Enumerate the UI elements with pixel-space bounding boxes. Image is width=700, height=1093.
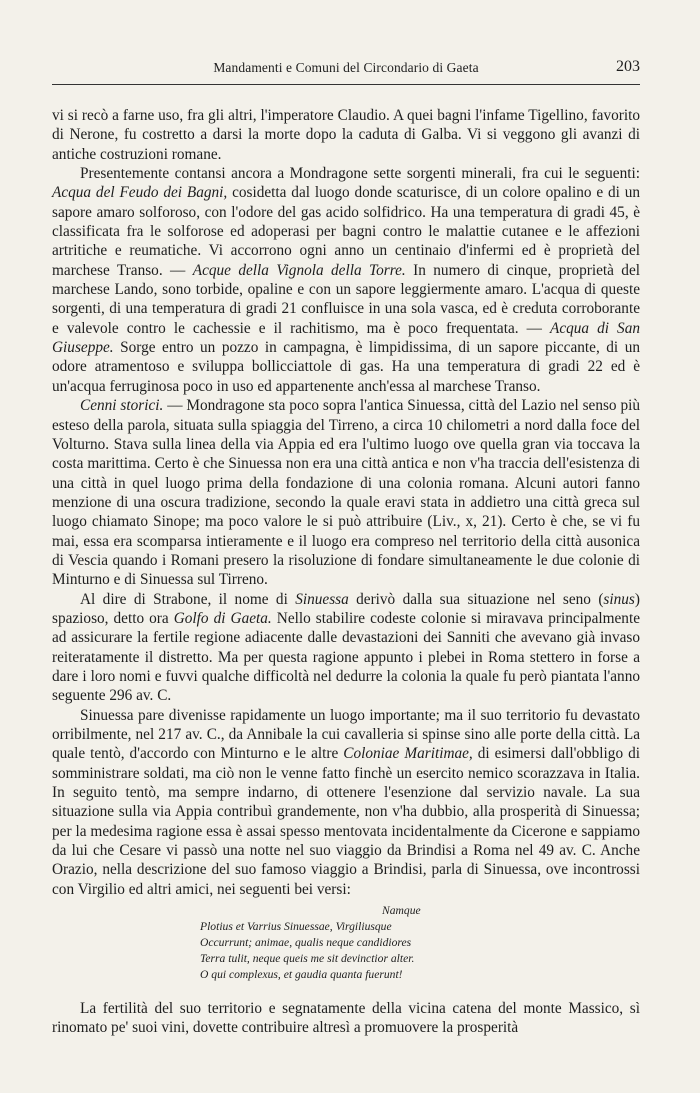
paragraph-sorgenti: Presentemente contansi ancora a Mondragone sette sorgenti minerali, fra cui le seguenti: Acqua del Feudo dei Bagni, cosidetta dal luogo donde scaturisce, di un colore opalino e di un sapore amaro solforoso, con l'odore del gas acido solfidrico. Ha una temperatura di gradi 45, è classificata fra le solforose ed adoperasi per bagni contro le malattie cutanee e le affezioni artritiche e reumatiche. Vi accorrono ogni anno un centinaio d'infermi ed è proprietà del marchese Transo. — Acque della Vignola della Torre. In numero di cinque, proprietà del marchese Lando, sono torbide, opaline e con un sapore leggiermente amaro. L'acqua di queste sorgenti, di una temperatura di gradi 21 confluisce in una sola vasca, ed è creduta corroborante e valevole contro le cachessie e il rachitismo, ma è poco frequentata. — Acqua di San Giuseppe. Sorge entro un pozzo in campagna, è limpidissima, di un sapore piccante, di un odore atramentoso e sviluppa bollicciattole di gas. Ha una temperatura di gradi 22 ed è un'acqua ferruginosa poco in uso ed appartenente anch'essa al marchese Transo. (52, 165, 640, 395)
spring-name: Acqua di San Giuseppe. (52, 319, 640, 357)
paragraph-strabone: Al dire di Strabone, il nome di Sinuessa derivò dalla sua situazione nel seno (sinus) spazioso, detto ora Golfo di Gaeta. Nello stabilire codeste colonie si miravava principalmente ad assicurare la fertile regione adiacente dalle devastazioni dei Sanniti che avevano già invaso reiteratamente il distretto. Ma per questa ragione appunto i plebei in Roma stettero in forse a dare i loro nomi e fuvvi qualche difficoltà nel dedurre la colonia la quale fu però piantata l'anno seguente 296 av. C. (52, 590, 640, 705)
verse-line: Terra tulit, neque queis me sit devinctior alter. (200, 952, 415, 966)
paragraph-cenni-storici: Cenni storici. — Mondragone sta poco sopra l'antica Sinuessa, città del Lazio nel senso più esteso della parola, situata sulla spiaggia del Tirreno, a circa 10 chilometri a nord dalla foce del Volturno. Stava sulla linea della via Appia ed era l'ultimo luogo ove quella gran via toccava la costa marittima. Certo è che Sinuessa non era una città antica e non v'ha traccia dell'esistenza di una città in quel luogo prima della fondazione di una colonia romana. Alcuni autori fanno menzione di una oscura tradizione, secondo la quale eravi stata in addietro una città greca sul luogo chiamato Sinope; ma poco valore le si può attribuire (Liv., x, 21). Certo è che, se vi fu mai, essa era scomparsa intieramente e il luogo era compreso nel territorio della città ausonica di Vescia quando i Romani presero la risoluzione di fondare simultaneamente le due colonie di Minturno e di Sinuessa sul Tirreno. (52, 397, 640, 589)
spring-name: Acqua del Feudo dei Bagni, (52, 184, 228, 202)
paragraph-sinuessa: Sinuessa pare divenisse rapidamente un luogo importante; ma il suo territorio fu devastato orribilmente, nel 217 av. C., da Annibale la cui cavalleria si spinse sino alle porte della città. La quale tentò, d'accordo con Minturno e le altre Coloniae Maritimae, di esimersi dall'obbligo di somministrare soldati, ma ciò non le venne fatto finchè un esercito nemico scorazzava in Italia. In seguito tentò, ma sempre indarno, di ottenere l'esenzione dal servizio navale. La sua situazione sulla via Appia contribuì grandemente, non v'ha dubbio, alla prosperità di Sinuessa; per la medesima ragione essa è assai spesso mentovata incidentalmente da Cicerone e sappiamo da lui che Cesare vi passò una notte nel suo viaggio da Brindisi a Roma nel 49 av. C. Anche Orazio, nella descrizione del suo famoso viaggio a Brindisi, parla di Sinuessa, ove incontrossi con Virgilio ed altri amici, nei seguenti bei versi: (52, 706, 640, 898)
running-title: Mandamenti e Comuni del Circondario di Gaeta (213, 60, 479, 75)
verse-namque: Namque (382, 904, 421, 918)
horace-verse (200, 903, 640, 983)
verse-line: Occurrunt; animae, qualis neque candidiores (200, 936, 412, 950)
paragraph-fertilita: La fertilità del suo territorio e segnatamente della vicina catena del monte Massico, sì rinomato pe' suoi vini, dovette contribuire altresì a promuovere la prosperità (52, 1000, 640, 1037)
paragraph-claudio: vi si recò a farne uso, fra gli altri, l'imperatore Claudio. A quei bagni l'infame Tigellino, favorito di Nerone, fu costretto a darsi la morte dopo la caduta di Galba. Vi si veggono gli avanzi di antiche costruzioni romane. (52, 107, 640, 163)
spring-name: Acque della Vignola della Torre. (192, 261, 406, 279)
header-rule (52, 84, 640, 86)
verse-line: Plotius et Varrius Sinuessae, Virgiliusque (200, 920, 392, 934)
body-text (52, 106, 640, 1038)
verse-line: O qui complexus, et gaudia quanta fuerunt! (200, 968, 403, 982)
page-number: 203 (616, 58, 640, 75)
page-header (52, 58, 640, 80)
section-heading: Cenni storici. (80, 397, 164, 415)
